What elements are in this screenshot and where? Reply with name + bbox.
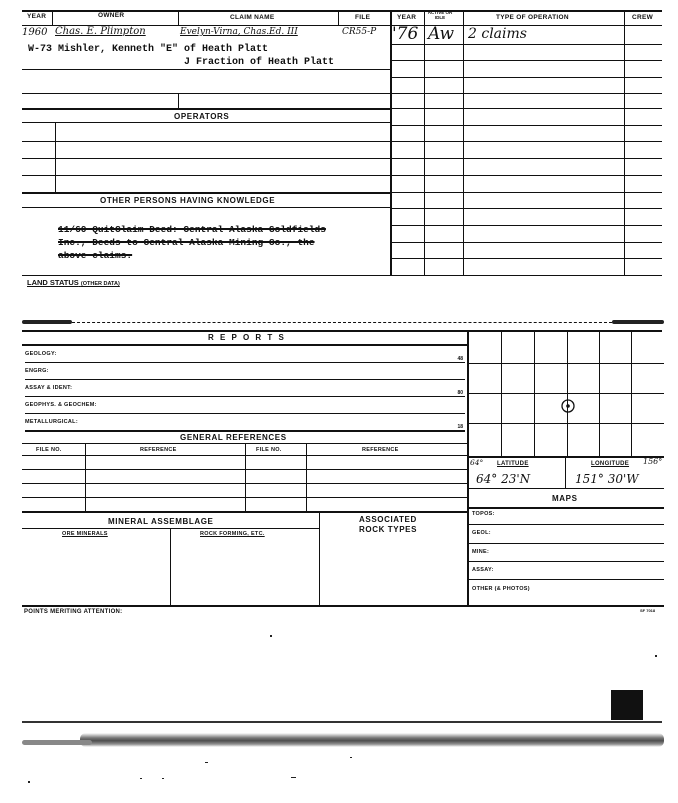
rock-types-label: ROCK TYPES	[359, 525, 418, 534]
row-rule	[22, 483, 468, 484]
bottom-rule	[22, 605, 664, 607]
hand-year: 1960	[22, 27, 48, 38]
form-number: SF 7018	[640, 608, 656, 613]
divider	[55, 122, 56, 192]
longitude-label: LONGITUDE	[591, 461, 630, 467]
gr-col-file-no-2: FILE NO.	[256, 447, 282, 453]
report-label: GEOPHYS. & GEOCHEM:	[25, 402, 97, 408]
divider	[624, 10, 625, 275]
report-num: 80	[457, 390, 463, 396]
divider	[85, 443, 86, 511]
mineral-assemblage-title: MINERAL ASSEMBLAGE	[108, 517, 214, 526]
row-rule	[22, 141, 390, 142]
gr-col-reference: REFERENCE	[140, 447, 177, 453]
row-rule	[390, 225, 662, 226]
row-rule	[22, 497, 468, 498]
row-rule	[22, 158, 390, 159]
report-row	[25, 363, 465, 380]
row-rule	[390, 258, 662, 259]
scan-smudge	[22, 320, 72, 324]
row-rule	[22, 93, 390, 94]
land-status-label: LAND STATUS (OTHER DATA)	[27, 278, 120, 287]
longitude-value: 151° 30'W	[575, 472, 639, 486]
typed-line-1: W-73 Mishler, Kenneth "E" of Heath Platt	[28, 44, 269, 55]
row-rule	[390, 77, 662, 78]
points-meriting-attention: POINTS MERITING ATTENTION:	[24, 609, 123, 615]
scan-line	[72, 322, 612, 323]
maps-geol: GEOL:	[472, 530, 491, 536]
row-rule	[390, 175, 662, 176]
row-rule	[468, 561, 664, 562]
header-crew: CREW	[632, 14, 654, 21]
lon-prefix: 156°	[643, 457, 663, 466]
header-owner: OWNER	[98, 12, 125, 19]
report-label: GEOLOGY:	[25, 351, 57, 357]
hand-year-2: '76	[392, 24, 419, 44]
operators-title: OPERATORS	[174, 112, 230, 121]
row-rule	[22, 207, 390, 208]
rock-forming-label: ROCK FORMING, ETC.	[200, 531, 265, 537]
row-rule	[390, 158, 662, 159]
maps-assay: ASSAY:	[472, 567, 494, 573]
header-type-of-operation: TYPE OF OPERATION	[496, 14, 569, 21]
report-label: METALLURGICAL:	[25, 419, 78, 425]
report-num: 18	[457, 424, 463, 430]
maps-other: OTHER (& PHOTOS)	[472, 586, 530, 592]
divider	[565, 456, 566, 488]
row-rule	[468, 579, 664, 580]
scan-line	[22, 721, 662, 723]
row-rule	[468, 488, 664, 489]
struck-line-2: Inc., Deeds to Central Alaska Mining Co., the	[58, 237, 315, 248]
typed-line-2: J Fraction of Heath Platt	[184, 57, 335, 68]
divider	[424, 10, 425, 275]
divider	[170, 528, 171, 605]
latitude-label: LATITUDE	[497, 461, 529, 467]
maps-topos: TOPOS:	[472, 511, 495, 517]
row-rule	[468, 507, 664, 509]
row-rule	[468, 543, 664, 544]
associated-label: ASSOCIATED	[359, 515, 417, 524]
header-year: YEAR	[27, 13, 47, 20]
township-grid	[468, 331, 664, 456]
scan-smear	[22, 740, 92, 745]
report-row	[25, 414, 465, 432]
report-row	[25, 397, 465, 414]
general-references-title: GENERAL REFERENCES	[180, 433, 287, 442]
hand-active: Aw	[428, 24, 455, 44]
divider	[338, 10, 339, 25]
row-rule	[390, 108, 662, 109]
row-rule	[468, 456, 664, 458]
row-rule	[390, 125, 662, 126]
row-rule	[390, 141, 662, 142]
report-label: ASSAY & IDENT:	[25, 385, 73, 391]
reports-rows	[25, 346, 465, 432]
report-num: 48	[457, 356, 463, 362]
header-claim-name: CLAIM NAME	[230, 14, 275, 21]
report-row	[25, 380, 465, 397]
lat-prefix: 64°	[470, 458, 484, 467]
report-row	[25, 346, 465, 363]
row-rule	[22, 511, 468, 513]
reports-title: R E P O R T S	[208, 333, 286, 342]
row-rule	[468, 524, 664, 525]
main-divider	[390, 10, 392, 275]
row-rule	[22, 192, 390, 194]
hand-owner: Chas. E. Plimpton	[55, 26, 146, 37]
row-rule	[390, 242, 662, 243]
divider	[306, 443, 307, 511]
divider	[178, 10, 179, 25]
divider	[245, 443, 246, 511]
header-active-idle: ACTIVE OR IDLE	[427, 10, 453, 20]
location-marker-icon	[560, 398, 576, 414]
report-label: ENGRG:	[25, 368, 49, 374]
row-rule	[22, 275, 662, 276]
divider	[52, 10, 53, 25]
divider	[178, 93, 179, 108]
header-year-2: YEAR	[397, 14, 417, 21]
gr-col-file-no: FILE NO.	[36, 447, 62, 453]
hand-operation: 2 claims	[468, 26, 527, 42]
gr-col-reference-2: REFERENCE	[362, 447, 399, 453]
scan-smear	[80, 733, 664, 747]
divider	[319, 511, 320, 605]
row-rule	[390, 192, 662, 193]
row-rule	[22, 122, 390, 123]
row-rule	[22, 108, 390, 110]
latitude-value: 64° 23'N	[476, 472, 531, 486]
row-rule	[390, 60, 662, 61]
scan-black-patch	[611, 690, 643, 720]
struck-line-3: above claims.	[58, 250, 133, 261]
struck-line-1: 11/60 QuitClaim Deed: Central Alaska Goldfields	[58, 224, 326, 235]
other-persons-title: OTHER PERSONS HAVING KNOWLEDGE	[100, 196, 276, 205]
row-rule	[390, 208, 662, 209]
header-file: FILE	[355, 14, 371, 21]
row-rule	[390, 44, 662, 45]
row-rule	[390, 93, 662, 94]
hand-file: CR55-P	[342, 27, 377, 37]
row-rule	[22, 69, 390, 70]
maps-mine: MINE:	[472, 549, 490, 555]
divider	[463, 10, 464, 275]
maps-title: MAPS	[552, 494, 578, 503]
hand-claim: Evelyn-Virna, Chas.Ed. III	[180, 27, 298, 37]
row-rule	[22, 469, 468, 470]
ore-minerals-label: ORE MINERALS	[62, 531, 108, 537]
row-rule	[22, 175, 390, 176]
scan-smudge	[612, 320, 664, 324]
